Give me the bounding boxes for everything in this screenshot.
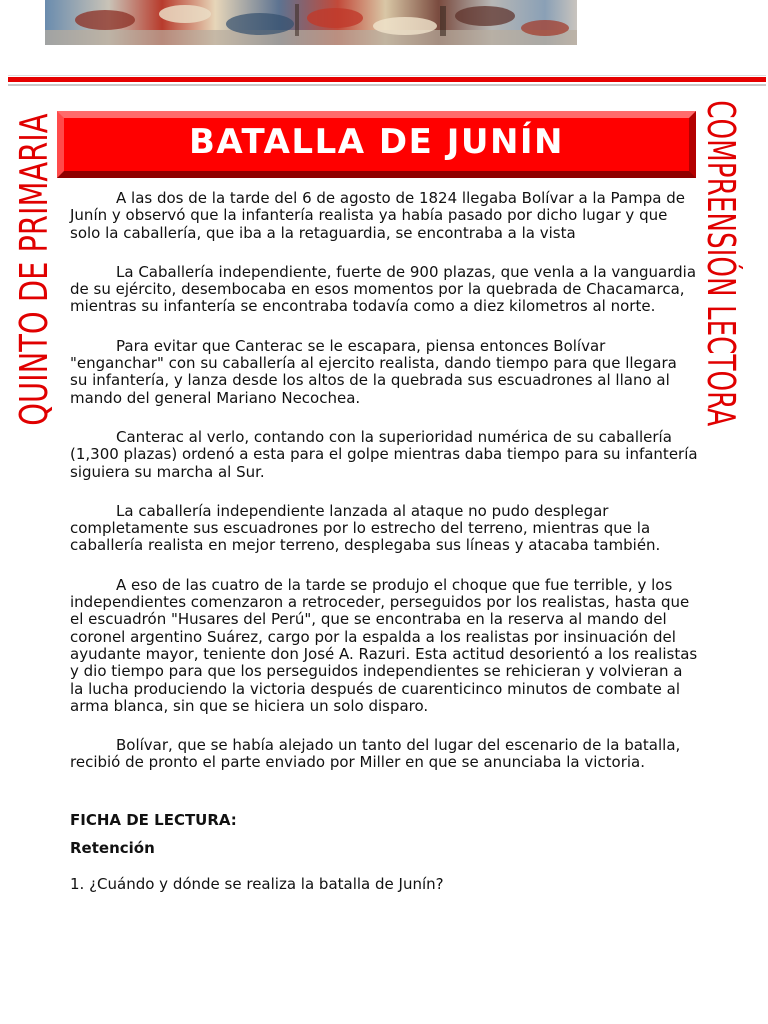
retencion-heading: Retención [70, 838, 155, 857]
paragraph-3: Para evitar que Canterac se le escapara, piensa entonces Bolívar "enganchar" con su caballería al ejercito realista, dando tiempo para que llegara su infantería, y lanza desde los altos de la quebrada sus escuadrones al llano al mando del general Mariano Necochea. [70, 336, 677, 407]
paragraph-5: La caballería independiente lanzada al ataque no pudo desplegar completamente sus escuadrones por lo estrecho del terreno, mientras que la caballería realista en mejor terreno, desplegaba sus líneas y atacaba también. [70, 501, 661, 555]
page-title: BATALLA DE JUNÍN [188, 121, 565, 162]
side-label-right-text: COMPRENSIÓN LECTORA [699, 100, 743, 426]
battle-painting-banner [45, 0, 577, 45]
paragraph-7: Bolívar, que se había alejado un tanto del lugar del escenario de la batalla, recibió de pronto el parte enviado por Miller en que se anunciaba la victoria. [70, 736, 681, 772]
question-1: 1. ¿Cuándo y dónde se realiza la batalla de Junín? [70, 874, 444, 893]
ficha-heading: FICHA DE LECTURA: [70, 810, 237, 829]
paragraph-6: A eso de las cuatro de la tarde se produjo el choque que fue terrible, y los independientes comenzaron a retroceder, perseguidos por los realistas, hasta que el escuadrón "Husares del Perú", que se encontraba en la reserva al mando del coronel argentino Suárez, cargo por la espalda a los realistas por insinuación del ayudante mayor, teniente don José A. Razuri. Esta actitud desorientó a los realistas y dio tiempo para que los perseguidos independientes se rehicieran y volvieran a la lucha produciendo la victoria después de cuarenticinco minutos de combate al arma blanca, sin que se hiciera un solo disparo. [70, 575, 698, 715]
battle-painting-image [45, 0, 577, 45]
side-label-left [14, 110, 54, 430]
header-rule-top [8, 75, 766, 76]
paragraph-1: A las dos de la tarde del 6 de agosto de 1824 llegaba Bolívar a la Pampa de Junín y observó que la infantería realista ya había pasado por dicho lugar y que solo la caballería, que iba a la retaguardia, se encontraba a la vista [70, 189, 685, 242]
header-rule-gray [8, 84, 766, 86]
header-rule-red [8, 77, 766, 82]
reading-text [70, 190, 698, 893]
side-label-left-text: QUINTO DE PRIMARIA [12, 113, 56, 427]
paragraph-2: La Caballería independiente, fuerte de 900 plazas, que venla a la vanguardia de su ejército, desembocaba en esos momentos por la quebrada de Chacamarca, mientras su infantería se encontraba todavía como a diez kilometros al norte. [70, 262, 697, 316]
title-banner [57, 111, 696, 178]
side-label-right [699, 100, 743, 426]
paragraph-4: Canterac al verlo, contando con la superioridad numérica de su caballería (1,300 plazas) ordenó a esta para el golpe mientras daba tiempo para su infantería siguiera su marcha al Sur. [70, 427, 698, 481]
